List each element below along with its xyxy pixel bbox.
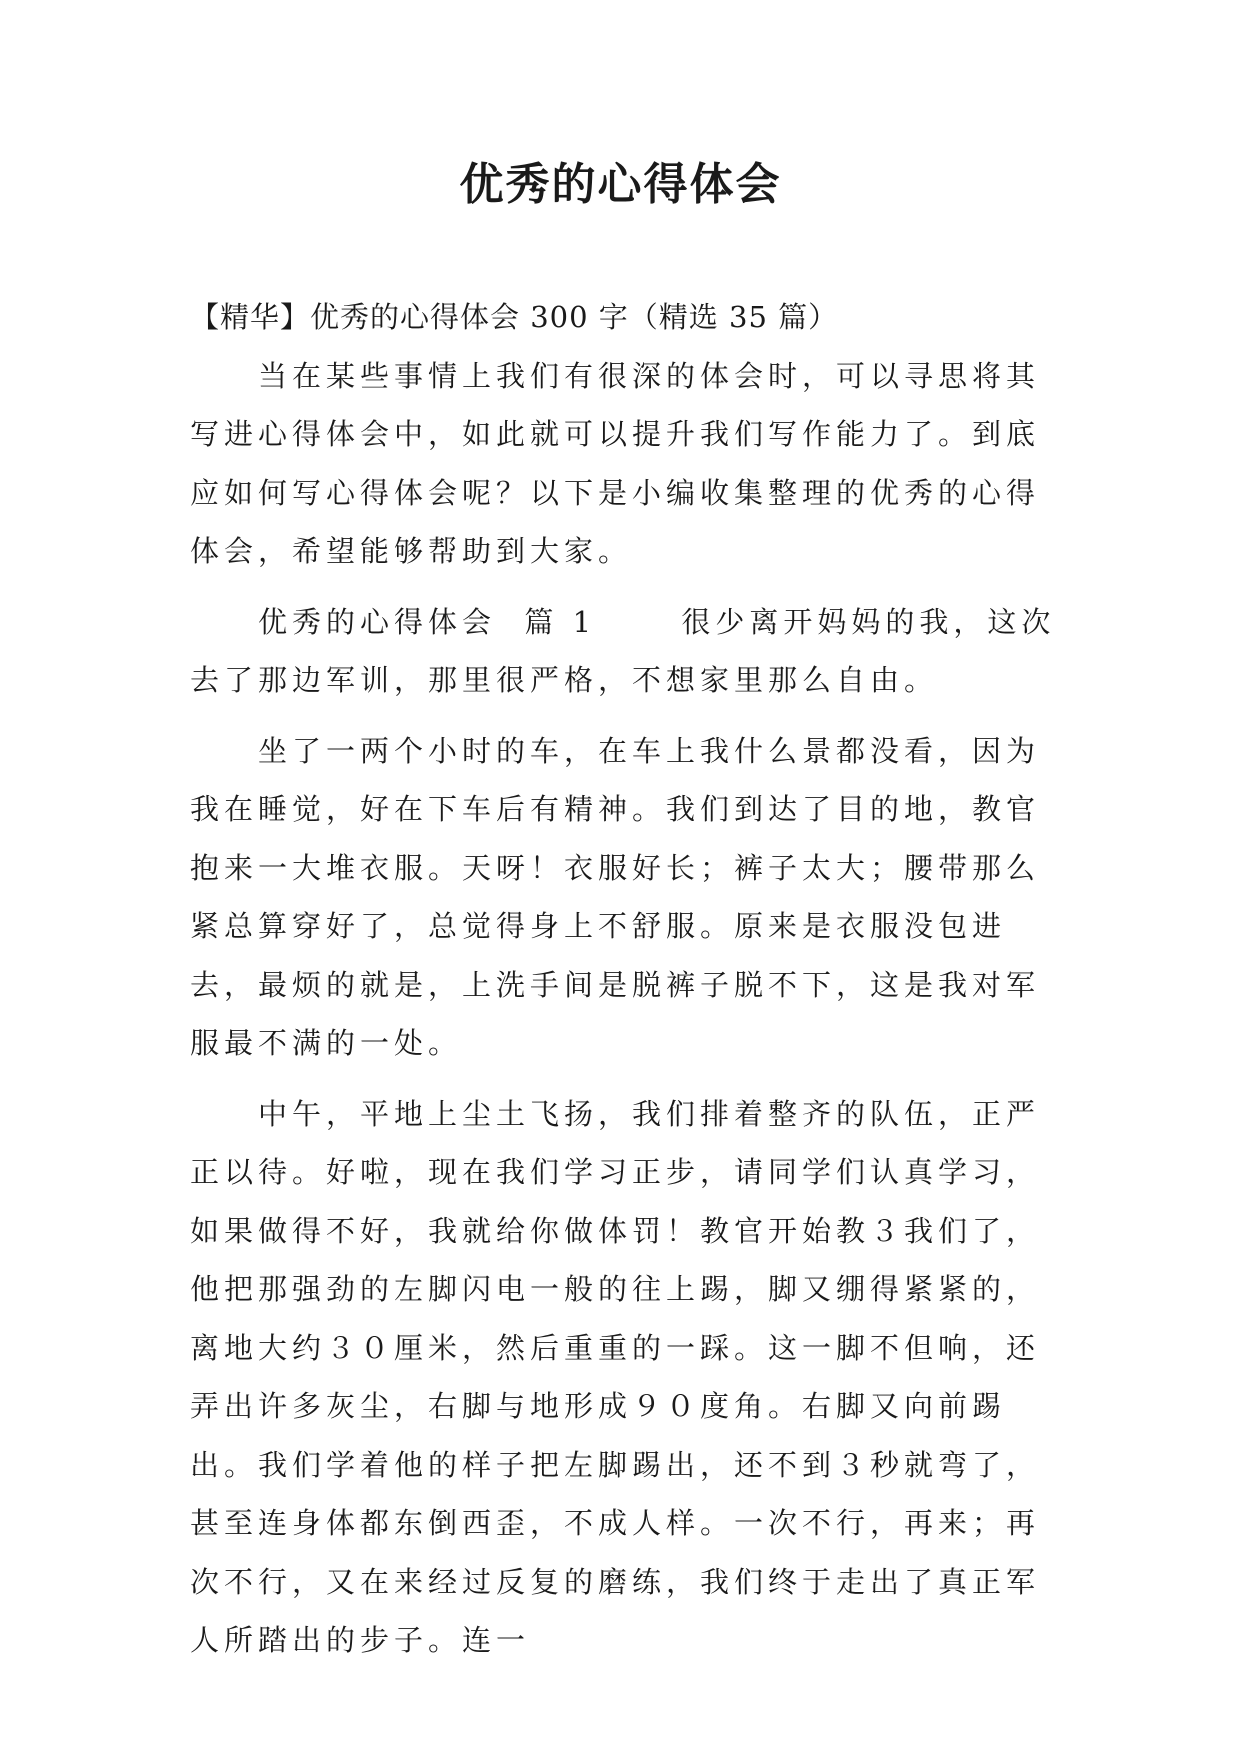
document-body: [190, 288, 1060, 1670]
paragraph-intro: 当在某些事情上我们有很深的体会时，可以寻思将其写进心得体会中，如此就可以提升我们写作能力了。到底应如何写心得体会呢？以下是小编收集整理的优秀的心得体会，希望能够帮助到大家。: [190, 358, 1041, 568]
paragraph-bus-ride: 坐了一两个小时的车，在车上我什么景都没看，因为我在睡觉，好在下车后有精神。我们到达了目的地，教官抱来一大堆衣服。天呀！衣服好长；裤子太大；腰带那么紧总算穿好了，总觉得身上不舒服。原来是衣服没包进去，最烦的就是，上洗手间是脱裤子脱不下，这是我对军服最不满的一处。: [190, 733, 1041, 1060]
paragraph-article-1-opening: 优秀的心得体会 篇 1 很少离开妈妈的我，这次去了那边军训，那里很严格，不想家里那么自由。: [190, 604, 1056, 697]
document-subtitle: 【精华】优秀的心得体会 300 字（精选 35 篇）: [190, 300, 839, 334]
paragraph-marching-training: 中午，平地上尘土飞扬，我们排着整齐的队伍，正严正以待。好啦，现在我们学习正步，请同学们认真学习，如果做得不好，我就给你做体罚！教官开始教３我们了，他把那强劲的左脚闪电一般的往上踢，脚又绷得紧紧的，离地大约３０厘米，然后重重的一踩。这一脚不但响，还弄出许多灰尘，右脚与地形成９０度角。右脚又向前踢出。我们学着他的样子把左脚踢出，还不到３秒就弯了，甚至连身体都东倒西歪，不成人样。一次不行，再来；再次不行，又在来经过反复的磨练，我们终于走出了真正军人所踏出的步子。连一: [190, 1096, 1041, 1657]
document-title: 优秀的心得体会: [459, 159, 782, 210]
